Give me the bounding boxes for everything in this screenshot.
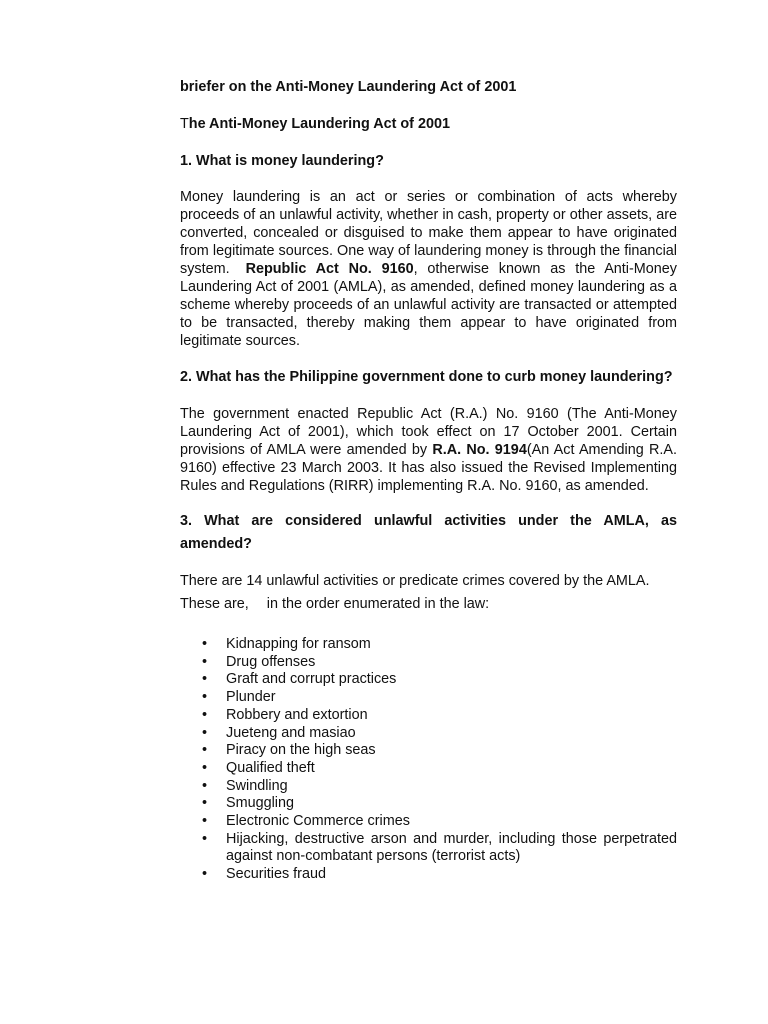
answer-2-text-part2: (An Act Amending R.A. 9160) effective 23 March 2003. It has also issued the Revised Implementing Rules and Regulations (RIRR) implementing R.A. No. 9160, as amended. [180,442,677,494]
list-item: • Kidnapping for ransom [202,636,371,652]
intro-line2-part-a: These are, [180,596,249,612]
bullet-icon: • [202,866,208,883]
list-item: • Securities fraud [202,866,326,883]
bullet-icon: • [202,671,208,688]
subtitle-first-letter: T [180,116,189,132]
unlawful-activities-list [180,636,677,884]
bullet-icon: • [202,777,208,794]
bullet-icon: • [202,759,208,776]
bullet-icon: • [202,742,208,759]
list-item: • Qualified theft [202,759,315,776]
list-item: • Piracy on the high seas [202,742,376,759]
answer-1-text-part2: , otherwise known as the Anti-Money Laundering Act of 2001 (AMLA), as amended, defined money laundering as a scheme whereby proceeds of an unlawful activity are transacted or attempted to be transacted, thereby making them appear to have originated from legitimate sources. [180,261,677,349]
bullet-icon: • [202,653,208,670]
bullet-icon: • [202,830,208,847]
answer-2-bold-ra: R.A. No. 9194 [432,442,527,458]
answer-3-intro-line2 [180,593,677,616]
bullet-icon: • [202,636,208,652]
list-item: • Plunder [202,689,276,706]
bullet-icon: • [202,724,208,741]
answer-3-intro [180,570,677,616]
list-item: • Hijacking, destructive arson and murder, including those perpetrated against non-combatant persons (terrorist acts) [202,830,677,865]
question-1: 1. What is money laundering? [180,153,384,169]
list-item: • Jueteng and masiao [202,724,356,741]
answer-1-text-part1: Money laundering is an act or series or combination of acts whereby proceeds of an unlawful activity, whether in cash, property or other assets, are converted, concealed or disguised to make them appear to have originated from legitimate sources. One way of laundering money is through the financial system. [180,189,677,277]
bullet-icon: • [202,689,208,706]
answer-1-paragraph [180,188,677,350]
list-item: • Swindling [202,777,288,794]
bullet-icon: • [202,813,208,830]
document-page [180,78,677,884]
document-subtitle [180,115,677,133]
answer-3-intro-line1: There are 14 unlawful activities or predicate crimes covered by the AMLA. [180,573,650,589]
list-item: • Drug offenses [202,653,316,670]
question-3: 3. What are considered unlawful activities under the AMLA, as amended? [180,513,677,552]
answer-2-text-part1: The government enacted Republic Act (R.A.) No. 9160 (The Anti-Money Laundering Act of 2001), which took effect on 17 October 2001. Certain provisions of AMLA were amended by [180,406,677,458]
list-item: • Robbery and extortion [202,706,368,723]
bullet-icon: • [202,795,208,812]
answer-2-paragraph [180,405,677,495]
question-2: 2. What has the Philippine government done to curb money laundering? [180,369,673,385]
list-item: • Electronic Commerce crimes [202,813,410,830]
intro-line2-part-b: in the order enumerated in the law: [266,596,490,612]
answer-1-bold-ra: Republic Act No. 9160 [245,261,414,277]
bullet-icon: • [202,706,208,723]
list-item: • Graft and corrupt practices [202,671,397,688]
subtitle-rest: he Anti-Money Laundering Act of 2001 [188,116,450,132]
list-item: • Smuggling [202,795,294,812]
document-title: briefer on the Anti-Money Laundering Act of 2001 [180,79,517,95]
